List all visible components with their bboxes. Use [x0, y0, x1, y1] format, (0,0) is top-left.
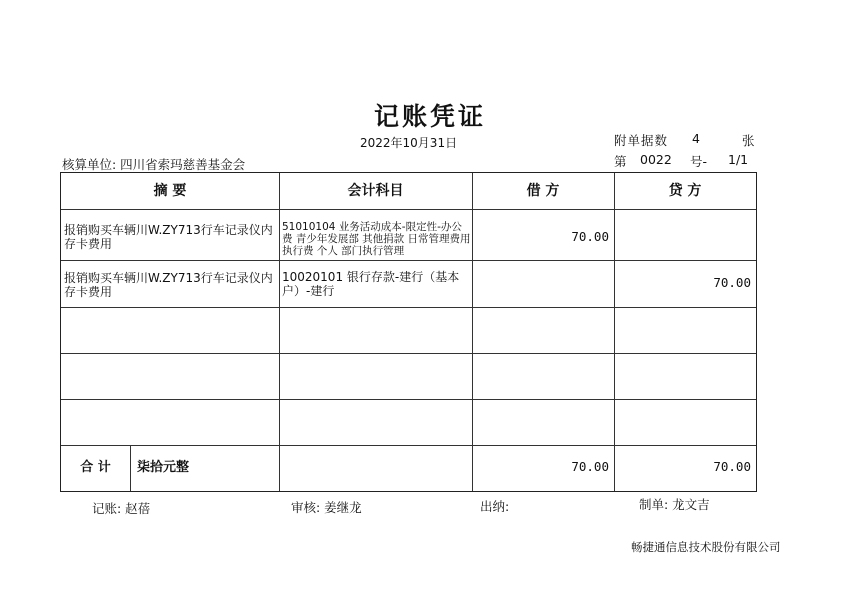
- row1-account: 51010104 业务活动成本-限定性-办公费 青少年发展部 其他捐款 日常管理费用 执行费 个人 部门执行管理: [282, 221, 471, 257]
- voucher-table: [60, 172, 757, 492]
- total-credit: 70.00: [713, 459, 751, 474]
- bookkeeper-signature: 记账: 赵蓓: [92, 501, 151, 516]
- column-divider: [472, 173, 473, 491]
- attachments-unit: 张: [742, 133, 755, 148]
- row-divider: [61, 399, 756, 400]
- cashier-signature: 出纳:: [480, 499, 510, 514]
- voucher-page: 1/1: [728, 152, 749, 167]
- row-divider: [61, 209, 756, 210]
- row-divider: [61, 445, 756, 446]
- preparer-signature: 制单: 龙文吉: [639, 497, 710, 512]
- software-company: 畅捷通信息技术股份有限公司: [631, 540, 781, 554]
- voucher-title: 记账凭证: [373, 102, 486, 131]
- voucher-number-suffix: 号-: [690, 154, 708, 169]
- voucher-date: 2022年10月31日: [360, 136, 458, 150]
- accounting-unit: 核算单位: 四川省索玛慈善基金会: [62, 157, 246, 172]
- reviewer-signature: 审核: 姜继龙: [291, 500, 362, 515]
- row-divider: [61, 260, 756, 261]
- header-account: 会计科目: [347, 183, 404, 199]
- header-debit: 借 方: [526, 183, 560, 199]
- row-divider: [61, 307, 756, 308]
- row2-summary: 报销购买车辆川W.ZY713行车记录仪内存卡费用: [64, 271, 273, 299]
- row2-credit: 70.00: [713, 275, 751, 290]
- column-divider: [279, 173, 280, 491]
- total-label: 合 计: [80, 460, 111, 475]
- total-debit: 70.00: [571, 459, 609, 474]
- row-divider: [61, 353, 756, 354]
- row1-debit: 70.00: [571, 229, 609, 244]
- row1-summary: 报销购买车辆川W.ZY713行车记录仪内存卡费用: [64, 223, 273, 251]
- header-summary: 摘 要: [153, 183, 187, 199]
- total-amount-text: 柒拾元整: [137, 460, 190, 475]
- column-divider: [614, 173, 615, 491]
- voucher-number: 0022: [640, 152, 672, 167]
- total-label-divider: [130, 445, 131, 491]
- voucher-number-prefix: 第: [614, 154, 627, 169]
- row2-account: 10020101 银行存款-建行（基本户）-建行: [282, 270, 460, 298]
- header-credit: 贷 方: [668, 183, 702, 199]
- attachments-count: 4: [692, 131, 700, 146]
- attachments-label: 附单据数: [614, 133, 669, 148]
